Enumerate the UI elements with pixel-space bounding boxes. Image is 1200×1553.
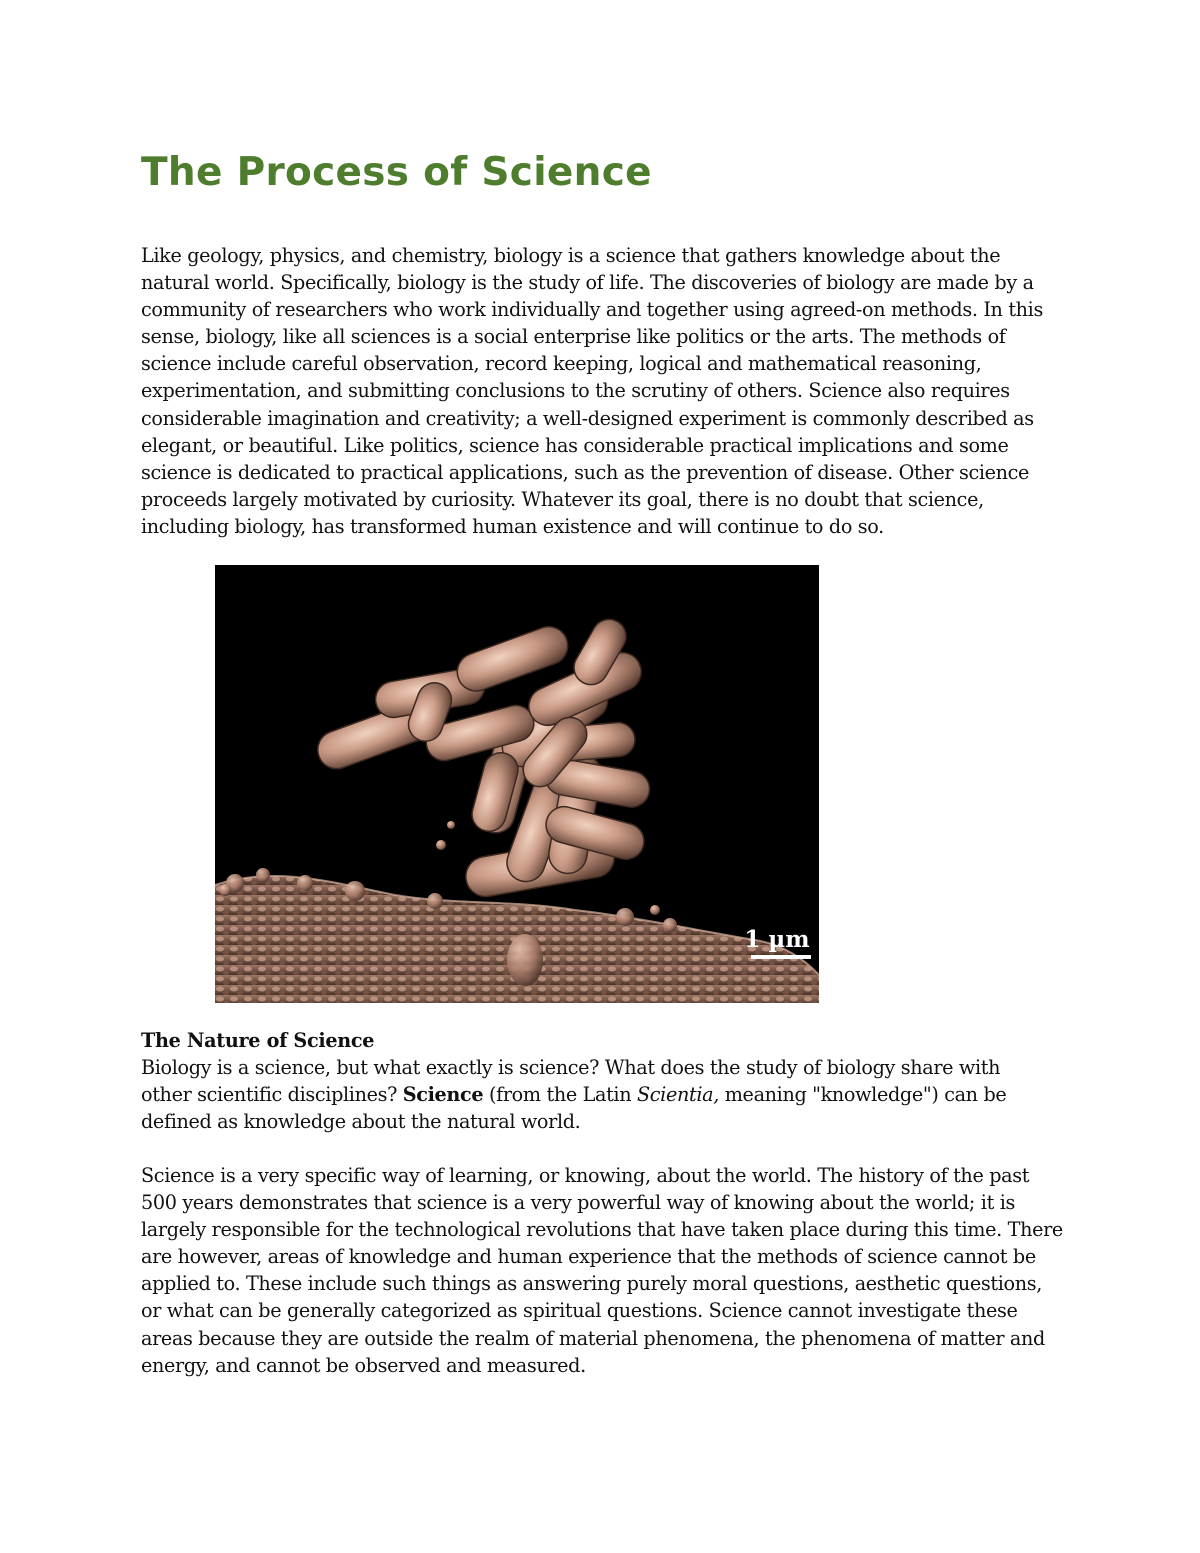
bacteria-micrograph-image bbox=[215, 565, 819, 1003]
section-paragraph-2: Science is a very specific way of learning, or knowing, about the world. The history of the past 500 years demonstrates that science is a very powerful way of knowing about the world; it is largely responsible for the technological revolutions that have taken place during this time. There are however, areas of knowledge and human experience that the methods of science cannot be applied to. These include such things as answering purely moral questions, aesthetic questions, or what can be generally categorized as spiritual questions. Science cannot investigate these areas because they are outside the realm of material phenomena, the phenomena of matter and energy, and cannot be observed and measured. bbox=[141, 1164, 1063, 1377]
paragraph-text: (from the Latin bbox=[483, 1083, 637, 1107]
section-heading: The Nature of Science bbox=[141, 1029, 375, 1052]
paragraph-text: Biology is a science, but what exactly is science? What does the study of biology share with other scientific disciplines? bbox=[141, 1056, 1001, 1107]
scale-bar bbox=[751, 955, 811, 959]
intro-paragraph: Like geology, physics, and chemistry, biology is a science that gathers knowledge about the natural world. Specifically, biology is the study of life. The discoveries of biology are made by a community of researchers who work individually and together using agreed-on methods. In this sense, biology, like all sciences is a social enterprise like politics or the arts. The methods of science include careful observation, record keeping, logical and mathematical reasoning, experimentation, and submitting conclusions to the scrutiny of others. Science also requires considerable imagination and creativity; a well-designed experiment is commonly described as elegant, or beautiful. Like politics, science has considerable practical implications and some science is dedicated to practical applications, such as the prevention of disease. Other science proceeds largely motivated by curiosity. Whatever its goal, there is no doubt that science, including biology, has transformed human existence and will continue to do so. bbox=[141, 244, 1043, 538]
page-title: The Process of Science bbox=[141, 150, 652, 195]
scale-bar-label: 1 µm bbox=[744, 926, 810, 953]
latin-term: Scientia, bbox=[636, 1083, 719, 1107]
section-paragraph-1 bbox=[141, 1054, 1066, 1135]
micrograph-drawing bbox=[215, 565, 819, 1003]
term-science: Science bbox=[402, 1083, 484, 1107]
paragraph-text: meaning "knowledge") can be defined as knowledge about the natural world. bbox=[141, 1083, 1007, 1134]
